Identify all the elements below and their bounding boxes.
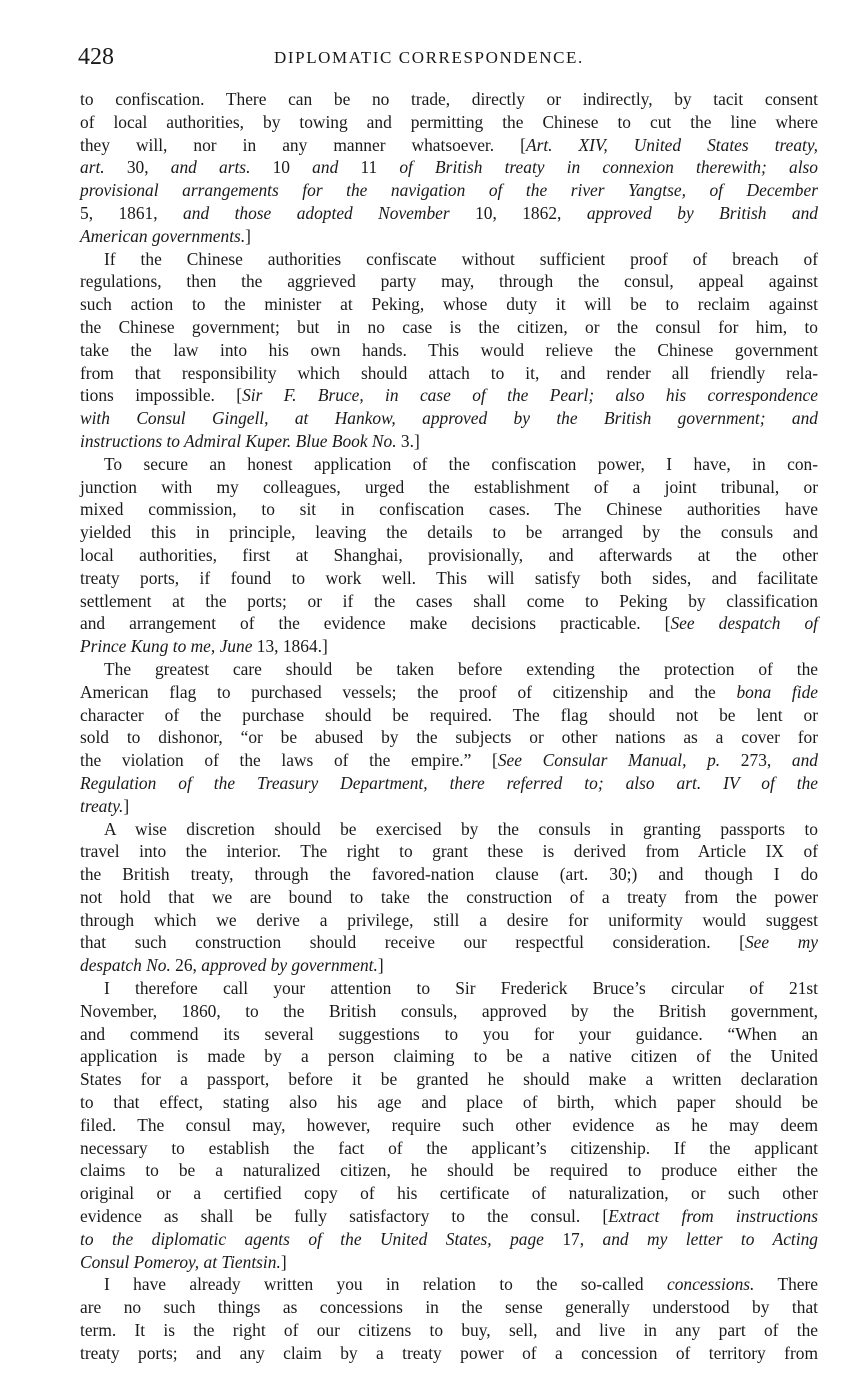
text-line: November, 1860, to the British consuls, approved by the British government, <box>80 1000 818 1021</box>
text-line: 5, 1861, and those adopted November 10, 1862, approved by British and <box>80 202 818 223</box>
text-line: from that responsibility which should attach to it, and render all friendly rela- <box>80 362 818 383</box>
text-line: treaty ports; and any claim by a treaty power of a concession of territory from <box>80 1342 818 1363</box>
text-line: treaty.] <box>80 795 130 816</box>
text-line: A wise discretion should be exercised by the consuls in granting passports to <box>104 818 818 839</box>
text-line: and arrangement of the evidence make decisions practicable. [See despatch of <box>80 613 818 634</box>
text-line: and commend its several suggestions to you for your guidance. “When an <box>80 1023 818 1044</box>
text-line: To secure an honest application of the confiscation power, I have, in con- <box>104 453 818 474</box>
text-line: they will, nor in any manner whatsoever. [Art. XIV, United States treaty, <box>80 134 818 155</box>
text-line: claims to be a naturalized citizen, he should be required to produce either the <box>80 1160 818 1181</box>
text-line: to the diplomatic agents of the United States, page 17, and my letter to Acting <box>80 1228 818 1249</box>
text-line: American flag to purchased vessels; the proof of citizenship and the bona fide <box>80 681 818 702</box>
text-line: American governments.] <box>80 225 251 246</box>
text-line: filed. The consul may, however, require such other evidence as he may deem <box>80 1114 818 1135</box>
text-line: I therefore call your attention to Sir Frederick Bruce’s circular of 21st <box>104 978 818 999</box>
text-line: regulations, then the aggrieved party may, through the consul, appeal against <box>80 271 818 292</box>
text-line: such action to the minister at Peking, whose duty it will be to reclaim against <box>80 294 818 315</box>
text-line: despatch No. 26, approved by government.] <box>80 955 384 976</box>
text-line: I have already written you in relation to the so-called concessions. There <box>104 1274 818 1295</box>
text-line: that such construction should receive our respectful consideration. [See my <box>80 932 818 953</box>
text-line: States for a passport, before it be granted he should make a written declaration <box>80 1069 818 1090</box>
text-line: Regulation of the Treasury Department, there referred to; also art. IV of the <box>80 772 818 793</box>
text-line: The greatest care should be taken before extending the protection of the <box>104 658 818 679</box>
text-line: the Chinese government; but in no case is the citizen, or the consul for him, to <box>80 316 818 337</box>
text-line: sold to dishonor, “or be abused by the subjects or other nations as a cover for <box>80 727 818 748</box>
text-line: local authorities, first at Shanghai, provisionally, and afterwards at the other <box>80 544 818 565</box>
page-number: 428 <box>78 44 114 70</box>
text-line: with Consul Gingell, at Hankow, approved by the British government; and <box>80 408 818 429</box>
body-text <box>80 88 818 1365</box>
text-line: original or a certified copy of his certificate of naturalization, or such other <box>80 1183 818 1204</box>
text-line: of local authorities, by towing and permitting the Chinese to cut the line where <box>80 111 818 132</box>
text-line: provisional arrangements for the navigation of the river Yangtse, of December <box>80 180 818 201</box>
text-line: treaty ports, if found to work well. This will satisfy both sides, and facilitate <box>80 567 818 588</box>
text-line: Consul Pomeroy, at Tientsin.] <box>80 1251 287 1272</box>
running-head: DIPLOMATIC CORRESPONDENCE. <box>274 48 584 67</box>
text-line: take the law into his own hands. This would relieve the Chinese government <box>80 339 818 360</box>
text-line: Prince Kung to me, June 13, 1864.] <box>80 636 328 657</box>
text-line: instructions to Admiral Kuper. Blue Book No. 3.] <box>80 430 420 451</box>
text-line: mixed commission, to sit in confiscation cases. The Chinese authorities have <box>80 499 818 520</box>
page-header <box>78 44 818 74</box>
text-line: travel into the interior. The right to grant these is derived from Article IX of <box>80 841 818 862</box>
text-line: necessary to establish the fact of the applicant’s citizenship. If the applicant <box>80 1137 818 1158</box>
text-line: tions impossible. [Sir F. Bruce, in case of the Pearl; also his correspondence <box>80 385 818 406</box>
text-line: settlement at the ports; or if the cases shall come to Peking by classification <box>80 590 818 611</box>
text-line: to confiscation. There can be no trade, directly or indirectly, by tacit consent <box>80 89 818 109</box>
text-line: to that effect, stating also his age and place of birth, which paper should be <box>80 1092 818 1113</box>
text-line: junction with my colleagues, urged the establishment of a joint tribunal, or <box>80 476 818 497</box>
text-line: through which we derive a privilege, still a desire for uniformity would suggest <box>80 909 818 930</box>
text-line: term. It is the right of our citizens to buy, sell, and live in any part of the <box>80 1320 818 1341</box>
text-line: character of the purchase should be required. The flag should not be lent or <box>80 704 818 725</box>
text-line: are no such things as concessions in the sense generally understood by that <box>80 1297 818 1318</box>
text-line: the British treaty, through the favored-nation clause (art. 30;) and though I do <box>80 864 818 885</box>
text-line: the violation of the laws of the empire.” [See Consular Manual, p. 273, and <box>80 750 818 771</box>
text-line: If the Chinese authorities confiscate without sufficient proof of breach of <box>104 248 818 269</box>
text-line: yielded this in principle, leaving the details to be arranged by the consuls and <box>80 522 818 543</box>
text-line: art. 30, and arts. 10 and 11 of British treaty in connexion therewith; also <box>80 157 819 178</box>
text-line: not hold that we are bound to take the construction of a treaty from the power <box>80 886 818 907</box>
text-line: application is made by a person claiming to be a native citizen of the United <box>80 1046 818 1067</box>
text-line: evidence as shall be fully satisfactory to the consul. [Extract from instructions <box>80 1206 818 1227</box>
